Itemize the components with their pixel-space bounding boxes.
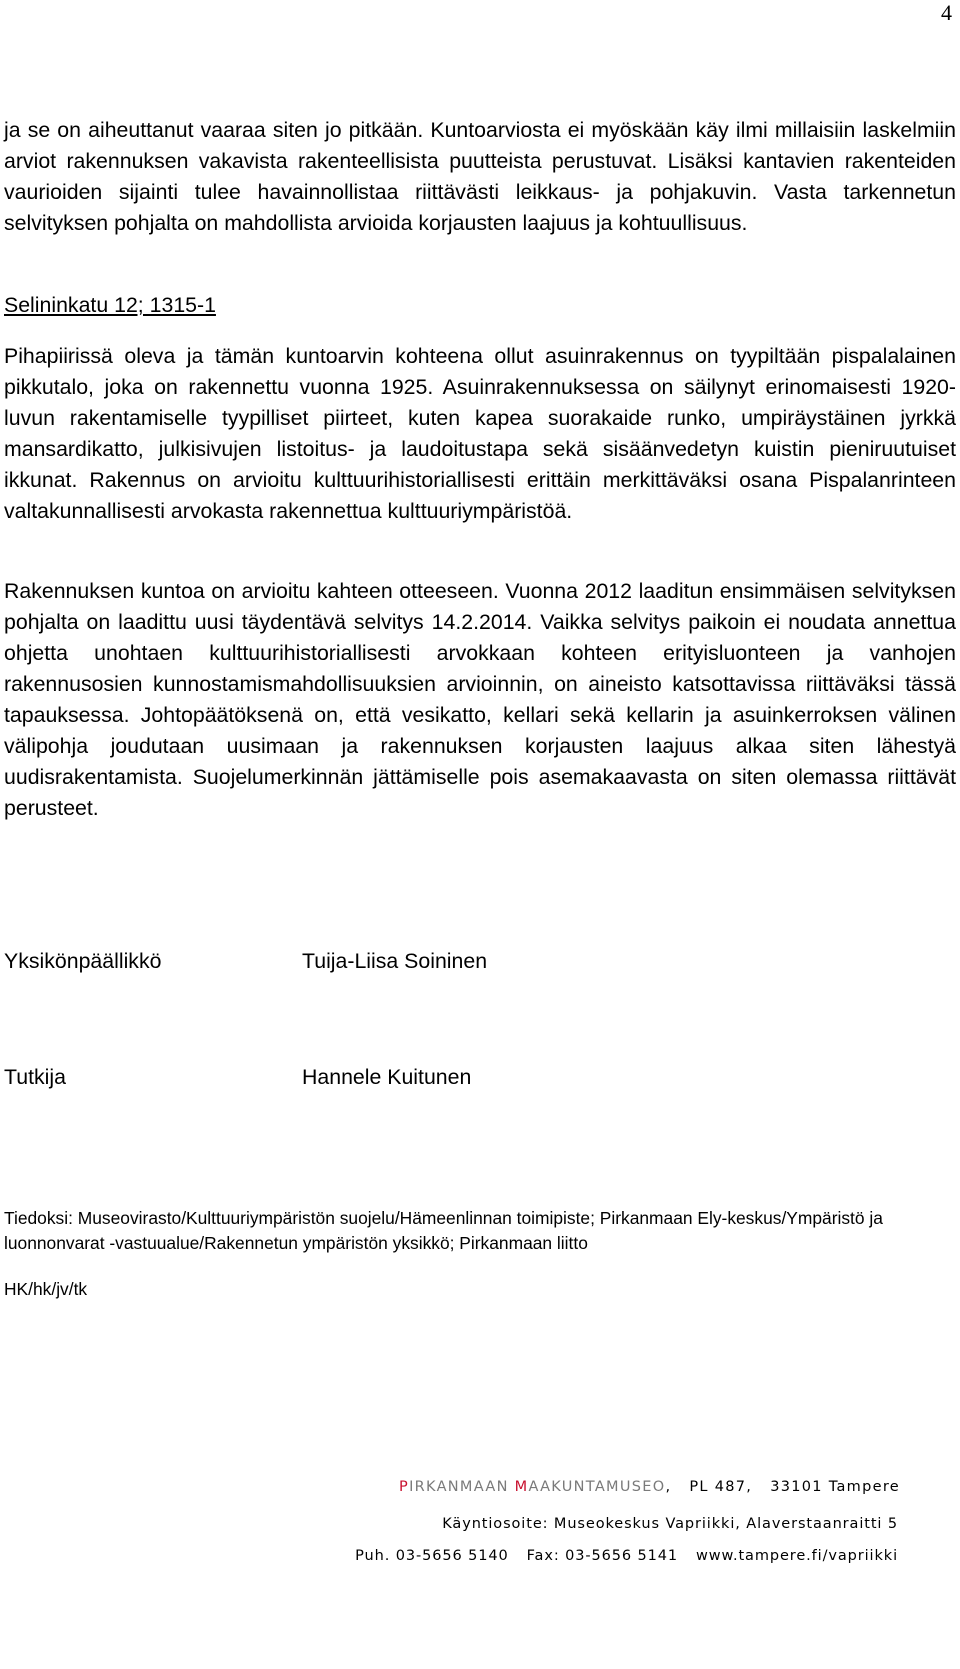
brand-initial-m: M <box>514 1479 529 1495</box>
footer-brand <box>399 1479 671 1495</box>
signature-name-unit-head: Tuija-Liisa Soininen <box>302 949 488 973</box>
signature-title-researcher: Tutkija <box>4 1065 66 1089</box>
brand-rest-m: AAKUNTAMUSEO <box>528 1479 666 1495</box>
brand-initial-p: P <box>399 1479 410 1495</box>
paragraph-assessment: Rakennuksen kuntoa on arvioitu kahteen otteeseen. Vuonna 2012 laaditun ensimmäisen selvityksen pohjalta on laadittu uusi täydentävä selvitys 14.2.2014. Vaikka selvitys paikoin ei noudata annettua ohjetta unohtaen kulttuurihistoriallisesti arvokkaan kohteen erityisluonteen ja vanhojen rakennusosien kunnostamismahdollisuuksien arvioinnin, on aineisto katsottavissa riittäväksi tässä tapauksessa. Johtopäätöksenä on, että vesikatto, kellari sekä kellarin ja asuinkerroksen välinen välipohja joudutaan uusimaan ja rakennuksen korjausten laajuus alkaa siten lähestyä uudisrakentamista. Suojelumerkinnän jättämiselle pois asemakaavasta on siten olemassa riittävät perusteet. <box>4 579 956 820</box>
page-number: 4 <box>941 0 952 25</box>
brand-separator: , <box>665 1479 672 1495</box>
paragraph-description: Pihapiirissä oleva ja tämän kuntoarvin kohteena ollut asuinrakennus on tyypiltään pispalalainen pikkutalo, joka on rakennettu vuonna 1925. Asuinrakennuksessa on säilynyt erinomaisesti 1920-luvun rakentamiselle tyypilliset piirteet, kuten kapea suorakaide runko, umpiräystäinen jyrkkä mansardikatto, julkisivujen listoitus- ja laudoitustapa sekä sisäänvedetyn kuistin pieniruutuiset ikkunat. Rakennus on arvioitu kulttuurihistoriallisesti erittäin merkittäväksi osana Pispalanrinteen valtakunnallisesti arvokasta rakennettua kulttuuriympäristöä. <box>4 344 956 523</box>
paragraph-intro: ja se on aiheuttanut vaaraa siten jo pitkään. Kuntoarviosta ei myöskään käy ilmi millaisiin laskelmiin arviot rakennuksen vakavista rakenteellisista puutteista perustuvat. Lisäksi kantavien rakenteiden vaurioiden sijainti tulee havainnollistaa riittävästi leikkaus- ja pohjakuvin. Vasta tarkennetun selvityksen pohjalta on mahdollista arvioida korjausten laajuus ja kohtuullisuus. <box>4 118 956 235</box>
footer-fax: Fax: 03-5656 5141 <box>526 1548 679 1564</box>
signature-name-researcher: Hannele Kuitunen <box>302 1065 472 1089</box>
footer-visiting-address: Käyntiosoite: Museokeskus Vapriikki, Alaverstaanraitti 5 <box>442 1516 898 1532</box>
footer-phone: Puh. 03-5656 5140 <box>355 1548 509 1564</box>
footer-postal: 33101 Tampere <box>770 1479 900 1495</box>
footer-contact-line <box>355 1548 898 1564</box>
section-heading: Selininkatu 12; 1315-1 <box>4 293 216 317</box>
footer-website-link[interactable]: www.tampere.fi/vapriikki <box>696 1548 898 1564</box>
footer-organization-line <box>399 1479 900 1495</box>
footer-po-box: PL 487, <box>689 1479 753 1495</box>
brand-rest-p: IRKANMAAN <box>409 1479 509 1495</box>
distribution-list: Tiedoksi: Museovirasto/Kulttuuriympäristön suojelu/Hämeenlinnan toimipiste; Pirkanmaan Ely-keskus/Ympäristö ja luonnonvarat -vastuualue/Rakennetun ympäristön yksikkö; Pirkanmaan liitto <box>4 1208 883 1253</box>
document-initials: HK/hk/jv/tk <box>4 1279 88 1299</box>
signature-title-unit-head: Yksikönpäällikkö <box>4 949 162 973</box>
